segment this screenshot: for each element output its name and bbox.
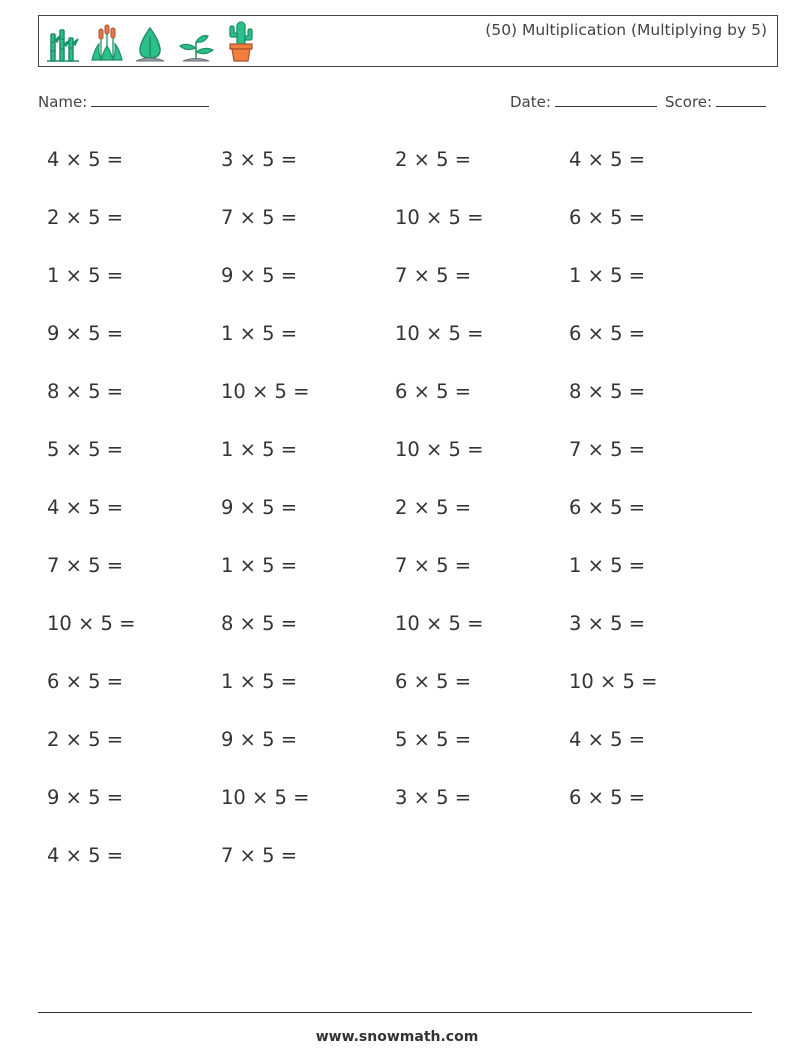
date-blank[interactable] bbox=[555, 92, 657, 107]
problem-item: 2 × 5 = bbox=[395, 148, 472, 171]
cattail-icon bbox=[89, 24, 125, 62]
sprout-icon bbox=[175, 32, 217, 62]
problem-item: 3 × 5 = bbox=[221, 148, 298, 171]
date-label: Date: bbox=[510, 93, 551, 111]
problem-item: 1 × 5 = bbox=[569, 264, 646, 287]
leaf-icon bbox=[133, 26, 167, 62]
problem-item: 1 × 5 = bbox=[47, 264, 124, 287]
problem-item: 4 × 5 = bbox=[47, 844, 124, 867]
problem-item: 3 × 5 = bbox=[569, 612, 646, 635]
problem-item: 6 × 5 = bbox=[569, 786, 646, 809]
problem-item: 8 × 5 = bbox=[221, 612, 298, 635]
problem-item: 10 × 5 = bbox=[221, 380, 310, 403]
problem-item: 2 × 5 = bbox=[47, 728, 124, 751]
problem-item: 1 × 5 = bbox=[221, 322, 298, 345]
problem-item: 9 × 5 = bbox=[221, 496, 298, 519]
problem-item: 8 × 5 = bbox=[47, 380, 124, 403]
problem-item: 10 × 5 = bbox=[569, 670, 658, 693]
problem-item: 7 × 5 = bbox=[395, 264, 472, 287]
problem-item: 6 × 5 = bbox=[395, 670, 472, 693]
problem-item: 7 × 5 = bbox=[221, 844, 298, 867]
problem-item: 1 × 5 = bbox=[569, 554, 646, 577]
problem-item: 7 × 5 = bbox=[569, 438, 646, 461]
problem-item: 10 × 5 = bbox=[395, 322, 484, 345]
problem-item: 3 × 5 = bbox=[395, 786, 472, 809]
date-field bbox=[510, 92, 657, 111]
plant-icons bbox=[45, 22, 257, 62]
problem-item: 2 × 5 = bbox=[47, 206, 124, 229]
header-box bbox=[38, 15, 778, 67]
problem-item: 4 × 5 = bbox=[47, 496, 124, 519]
score-blank[interactable] bbox=[716, 92, 766, 107]
problem-item: 5 × 5 = bbox=[47, 438, 124, 461]
footer-divider bbox=[38, 1012, 752, 1013]
problem-item: 7 × 5 = bbox=[221, 206, 298, 229]
problem-item: 6 × 5 = bbox=[569, 322, 646, 345]
problem-item: 4 × 5 = bbox=[569, 728, 646, 751]
problem-item: 4 × 5 = bbox=[569, 148, 646, 171]
score-field bbox=[665, 92, 766, 111]
problem-grid bbox=[47, 145, 747, 899]
problem-item: 10 × 5 = bbox=[47, 612, 136, 635]
problem-item: 6 × 5 = bbox=[569, 206, 646, 229]
problem-item: 4 × 5 = bbox=[47, 148, 124, 171]
problem-item: 7 × 5 = bbox=[395, 554, 472, 577]
cactus-icon bbox=[225, 20, 257, 62]
name-blank[interactable] bbox=[91, 92, 209, 107]
score-label: Score: bbox=[665, 93, 713, 111]
problem-item: 1 × 5 = bbox=[221, 670, 298, 693]
name-label: Name: bbox=[38, 93, 88, 111]
bamboo-icon bbox=[45, 28, 81, 62]
problem-item: 9 × 5 = bbox=[47, 786, 124, 809]
worksheet-title: (50) Multiplication (Multiplying by 5) bbox=[485, 21, 767, 39]
problem-item: 6 × 5 = bbox=[395, 380, 472, 403]
problem-item: 9 × 5 = bbox=[221, 728, 298, 751]
problem-item: 5 × 5 = bbox=[395, 728, 472, 751]
problem-item: 8 × 5 = bbox=[569, 380, 646, 403]
problem-item: 10 × 5 = bbox=[221, 786, 310, 809]
problem-item: 9 × 5 = bbox=[47, 322, 124, 345]
problem-item: 1 × 5 = bbox=[221, 438, 298, 461]
name-field bbox=[38, 92, 209, 111]
problem-item: 6 × 5 = bbox=[569, 496, 646, 519]
problem-item: 7 × 5 = bbox=[47, 554, 124, 577]
problem-item: 2 × 5 = bbox=[395, 496, 472, 519]
problem-item: 10 × 5 = bbox=[395, 438, 484, 461]
problem-item: 1 × 5 = bbox=[221, 554, 298, 577]
problem-item: 10 × 5 = bbox=[395, 206, 484, 229]
problem-item: 6 × 5 = bbox=[47, 670, 124, 693]
footer-url: www.snowmath.com bbox=[315, 1029, 479, 1045]
problem-item: 10 × 5 = bbox=[395, 612, 484, 635]
problem-item: 9 × 5 = bbox=[221, 264, 298, 287]
